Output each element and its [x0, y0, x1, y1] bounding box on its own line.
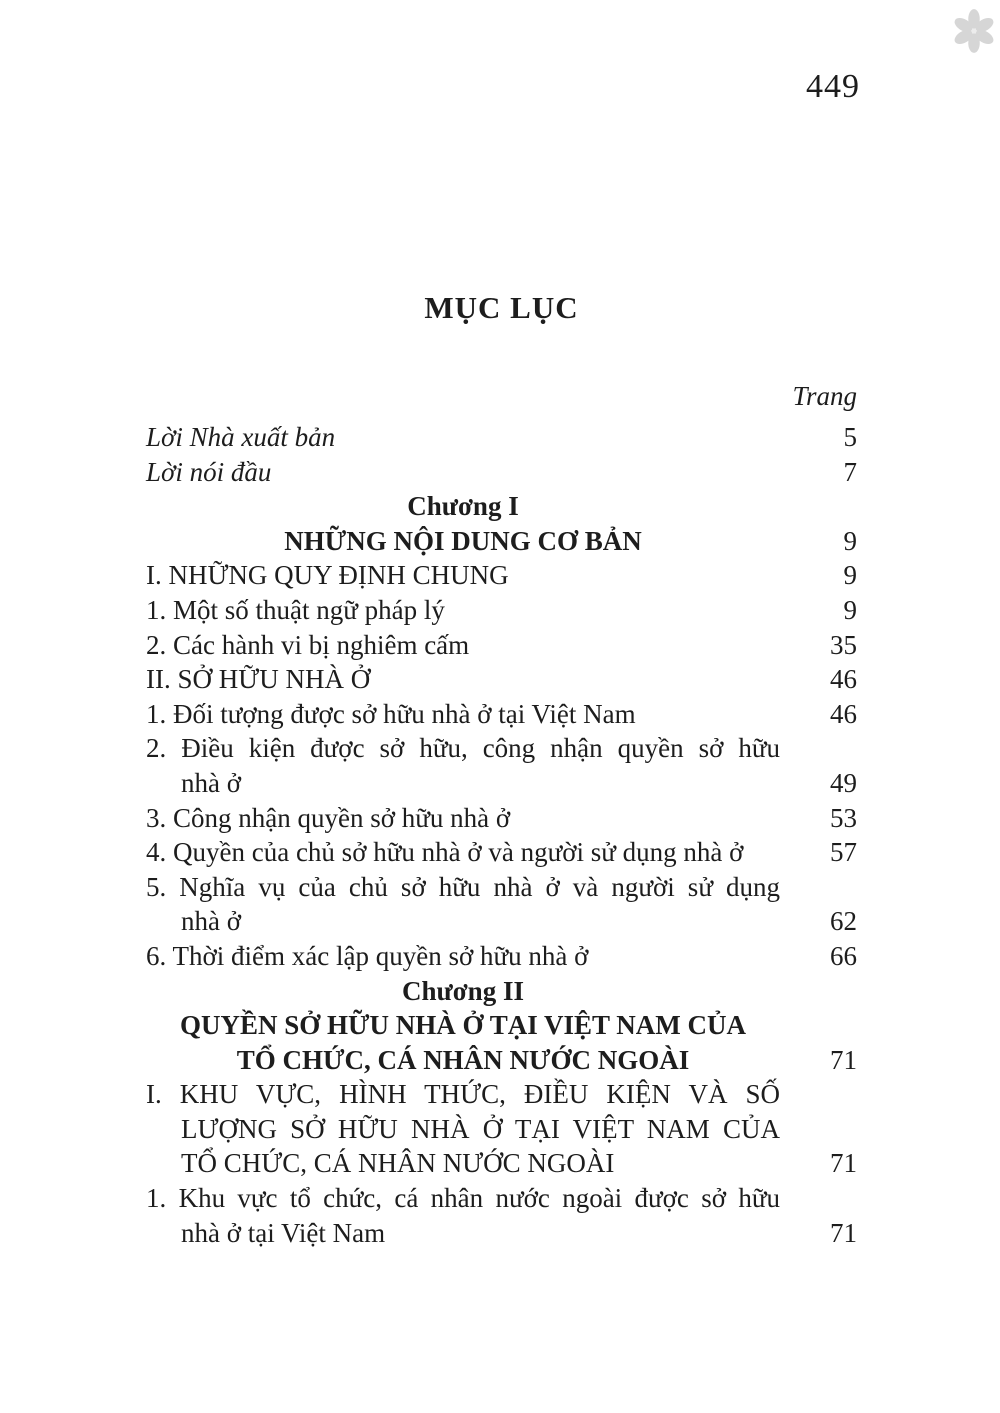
toc-entry-text: Lời Nhà xuất bản [146, 422, 336, 452]
toc-entry [146, 524, 857, 559]
toc-page-number: 9 [843, 560, 857, 591]
toc-line [146, 628, 857, 663]
table-of-contents [146, 420, 857, 1250]
toc-entry-text: I. NHỮNG QUY ĐỊNH CHUNG [146, 560, 509, 591]
toc-entry [146, 974, 857, 1009]
toc-entry-text: 1. Khu vực tổ chức, cá nhân nước ngoài được sở hữu [146, 1183, 780, 1214]
toc-line [146, 524, 857, 559]
toc-entry-text: QUYỀN SỞ HỮU NHÀ Ở TẠI VIỆT NAM CỦA [179, 1010, 747, 1041]
toc-entry-text: 4. Quyền của chủ sở hữu nhà ở và người sử dụng nhà ở [146, 837, 744, 868]
toc-line [146, 1216, 857, 1251]
toc-entry-text: I. KHU VỰC, HÌNH THỨC, ĐIỀU KIỆN VÀ SỐ [146, 1079, 780, 1110]
toc-entry [146, 489, 857, 524]
toc-entry [146, 1077, 857, 1181]
toc-page-number: 9 [843, 594, 857, 625]
toc-entry [146, 662, 857, 697]
toc-entry-text: Lời nói đầu [146, 456, 272, 487]
toc-line [146, 766, 857, 801]
toc-entry-text: 1. Đối tượng được sở hữu nhà ở tại Việt Nam [146, 698, 636, 729]
toc-entry [146, 420, 857, 455]
toc-entry [146, 558, 857, 593]
toc-line [146, 1043, 857, 1078]
toc-line [146, 904, 857, 939]
toc-entry-text: 2. Các hành vi bị nghiêm cấm [146, 629, 470, 660]
toc-line [146, 593, 857, 628]
toc-entry-text: Chương II [402, 975, 524, 1006]
toc-page-number: 71 [830, 1148, 857, 1179]
toc-line [146, 939, 857, 974]
toc-line [146, 662, 857, 697]
toc-entry [146, 455, 857, 490]
toc-entry-text: II. SỞ HỮU NHÀ Ở [146, 664, 371, 695]
toc-entry-text: 3. Công nhận quyền sở hữu nhà ở [146, 802, 511, 833]
toc-line [146, 1112, 857, 1147]
toc-line [146, 489, 857, 524]
toc-entry-text: TỔ CHỨC, CÁ NHÂN NƯỚC NGOÀI [181, 1148, 615, 1179]
toc-entry [146, 801, 857, 836]
page-number: 449 [806, 68, 860, 105]
toc-line [146, 974, 857, 1009]
toc-line [146, 1146, 857, 1181]
toc-page-number: 71 [830, 1044, 857, 1075]
toc-page-number: 49 [830, 767, 857, 798]
toc-entry [146, 731, 857, 800]
toc-entry-text: 6. Thời điểm xác lập quyền sở hữu nhà ở [146, 940, 589, 971]
toc-line [146, 870, 857, 905]
page-title: MỤC LỤC [424, 290, 579, 325]
toc-line [146, 801, 857, 836]
toc-page-number: 66 [830, 940, 857, 971]
toc-line [146, 420, 857, 455]
toc-page-number: 62 [830, 906, 857, 937]
page-column-header: Trang [792, 381, 857, 411]
toc-line [146, 558, 857, 593]
toc-entry [146, 939, 857, 974]
toc-page-number: 7 [843, 456, 857, 487]
toc-entry-text: TỔ CHỨC, CÁ NHÂN NƯỚC NGOÀI [236, 1044, 690, 1075]
toc-entry-text: 1. Một số thuật ngữ pháp lý [146, 594, 445, 625]
toc-entry [146, 1181, 857, 1250]
toc-entry-text: nhà ở tại Việt Nam [181, 1217, 386, 1248]
toc-page-number: 53 [830, 802, 857, 833]
toc-page-number: 71 [830, 1217, 857, 1248]
toc-entry-text: Chương I [407, 491, 519, 522]
toc-entry [146, 593, 857, 628]
flower-icon [951, 8, 997, 54]
toc-page-number: 46 [830, 664, 857, 695]
toc-line [146, 455, 857, 490]
toc-page-number: 46 [830, 698, 857, 729]
toc-entry-text: nhà ở [181, 906, 242, 937]
toc-page-number: 5 [843, 422, 857, 452]
toc-line [146, 697, 857, 732]
toc-entry [146, 1008, 857, 1077]
toc-entry-text: NHỮNG NỘI DUNG CƠ BẢN [284, 525, 642, 556]
toc-entry-text: nhà ở [181, 767, 242, 798]
toc-entry [146, 697, 857, 732]
toc-page-number: 57 [830, 837, 857, 868]
toc-entry [146, 628, 857, 663]
toc-entry-text: 5. Nghĩa vụ của chủ sở hữu nhà ở và người sử dụng [146, 871, 780, 902]
toc-line [146, 1181, 857, 1216]
toc-entry [146, 835, 857, 870]
toc-line [146, 1008, 857, 1043]
toc-entry-text: LƯỢNG SỞ HỮU NHÀ Ở TẠI VIỆT NAM CỦA [181, 1113, 780, 1144]
toc-line [146, 731, 857, 766]
toc-entry-text: 2. Điều kiện được sở hữu, công nhận quyền sở hữu [146, 733, 780, 764]
toc-page-number: 9 [843, 525, 857, 556]
toc-entry [146, 870, 857, 939]
toc-page-number: 35 [830, 629, 857, 660]
toc-line [146, 1077, 857, 1112]
toc-line [146, 835, 857, 870]
